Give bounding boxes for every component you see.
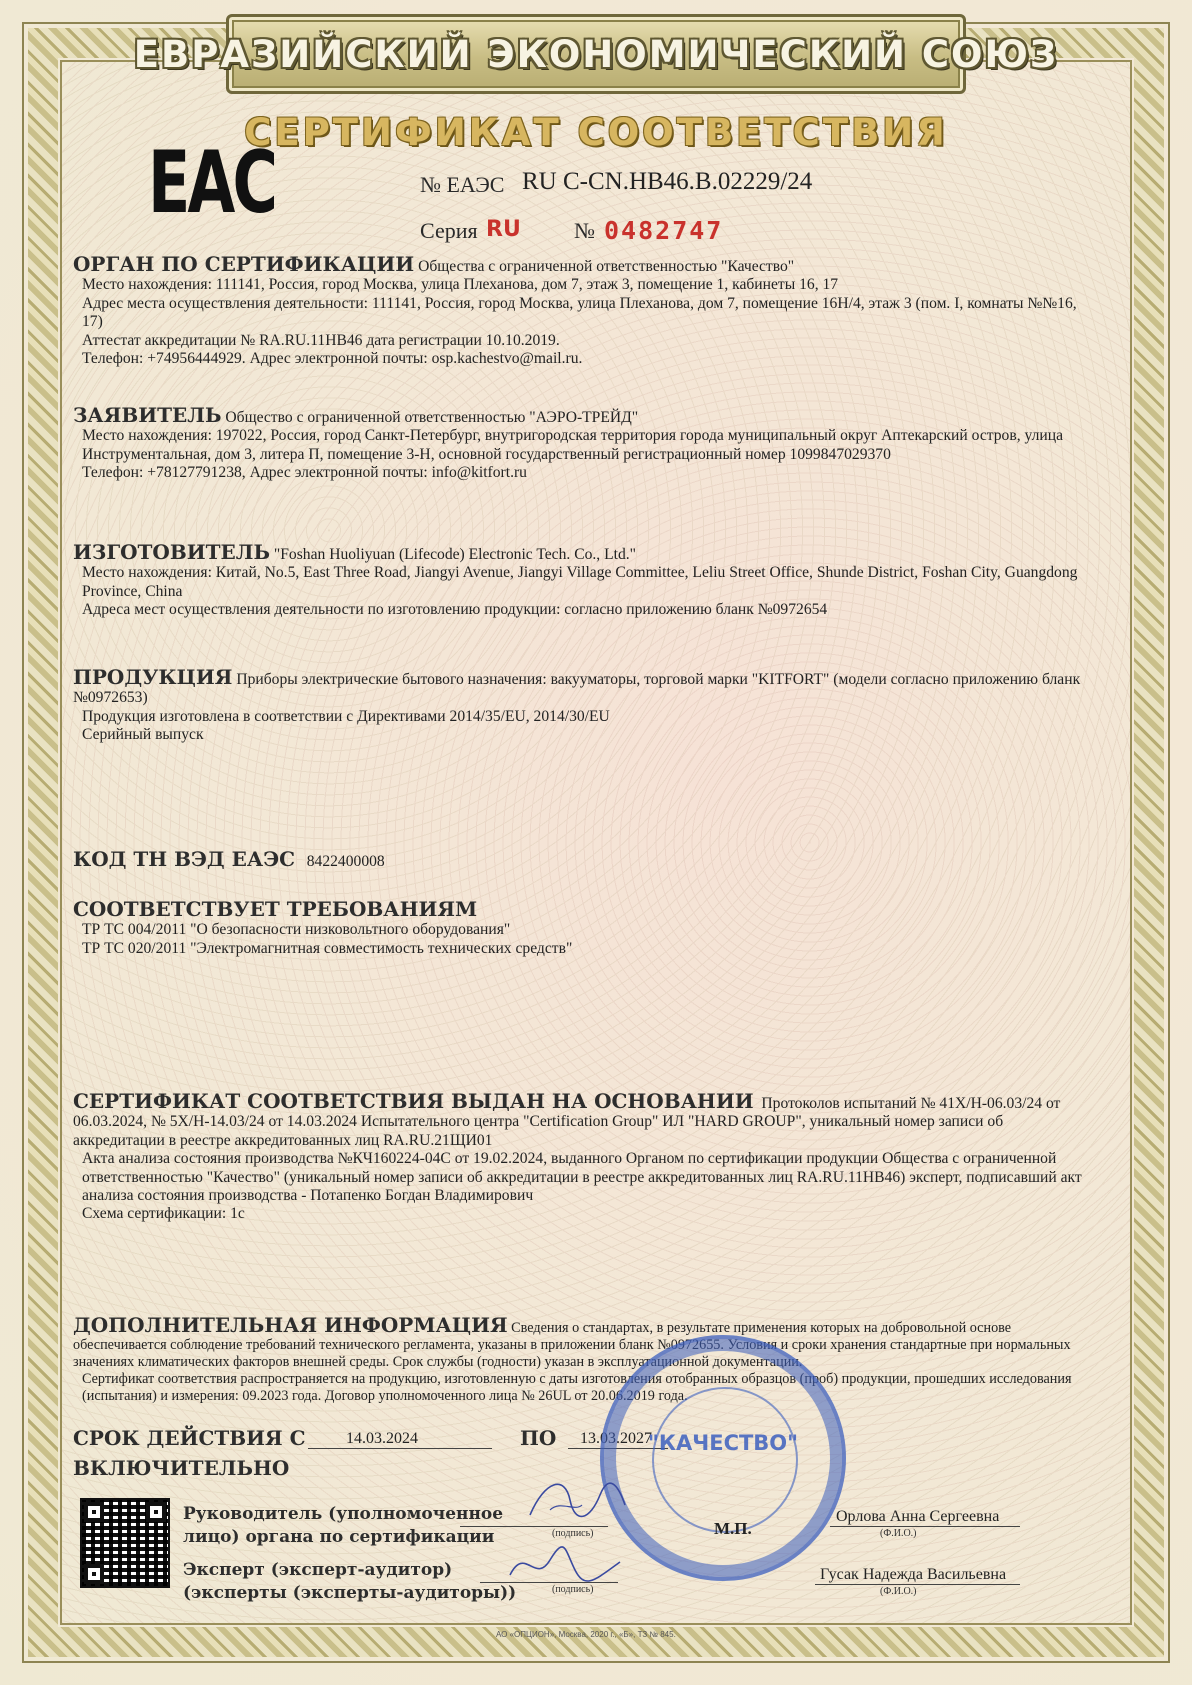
organ-line: Аттестат аккредитации № RA.RU.11НВ46 дата регистрации 10.10.2019. <box>82 331 560 349</box>
head-name-caption: (Ф.И.О.) <box>880 1528 917 1539</box>
additional-line: Сертификат соответствия распространяется на продукцию, изготовленную с даты изготовления отобранных образцов (проб) продукции, прошедших исследования (испытания) и измерения: 09.2023 года. Договор уполномоченного лица № 26UL от 20.06.2019 года. <box>82 1371 1072 1404</box>
section-manufacturer <box>73 540 1093 620</box>
additional-text: Сведения о стандартах, в результате применения которых на добровольной основе обеспечивается соблюдение требований технического регламента, указаны в приложении бланк №0972655. Условия и сроки хранения стандартные при нормальных значениях климатических факторов внешней среды. Срок службы (годности) указан в эксплуатационной документации. <box>73 1320 1071 1370</box>
validity-from-label: СРОК ДЕЙСТВИЯ С <box>73 1426 306 1450</box>
qr-finder <box>84 1502 104 1522</box>
manufacturer-line: Место нахождения: Китай, No.5, East Three Road, Jiangyi Avenue, Jiangyi Village Committee, Leliu Street Office, Shunde District, Foshan City, Guangdong Province, China <box>82 564 1078 600</box>
code-value: 8422400008 <box>306 853 385 870</box>
validity-inclusive-label: ВКЛЮЧИТЕЛЬНО <box>73 1456 290 1480</box>
section-code <box>73 847 1093 871</box>
validity-from-date: 14.03.2024 <box>346 1430 418 1447</box>
organ-name: Общества с ограниченной ответственностью "Качество" <box>418 258 795 275</box>
eaes-number-label: № ЕАЭС <box>420 172 505 197</box>
expert-label-line1: Эксперт (эксперт-аудитор) <box>183 1560 453 1580</box>
compliance-line: ТР ТС 020/2011 "Электромагнитная совместимость технических средств" <box>82 939 573 957</box>
expert-signature <box>505 1540 625 1590</box>
section-applicant <box>73 403 1093 483</box>
product-name: Приборы электрические бытового назначения: вакууматоры, торговой марки "KITFORT" (модели согласно приложению бланк №0972653) <box>73 671 1081 707</box>
validity-to-date: 13.03.2027 <box>580 1430 652 1447</box>
series-label: Серия <box>420 218 478 243</box>
applicant-line: Телефон: +78127791238, Адрес электронной почты: info@kitfort.ru <box>82 464 527 482</box>
organ-stamp <box>600 1335 846 1581</box>
eaes-number-value: RU С-CN.НВ46.В.02229/24 <box>522 168 813 195</box>
mp-label: М.П. <box>714 1519 752 1538</box>
organ-heading: ОРГАН ПО СЕРТИФИКАЦИИ <box>73 252 415 276</box>
manufacturer-name: "Foshan Huoliyuan (Lifecode) Electronic Tech. Co., Ltd." <box>273 546 637 563</box>
section-compliance <box>73 897 1093 958</box>
expert-label-line2: (эксперты (эксперты-аудиторы)) <box>183 1583 517 1603</box>
additional-heading: ДОПОЛНИТЕЛЬНАЯ ИНФОРМАЦИЯ <box>73 1313 508 1337</box>
compliance-heading: СООТВЕТСТВУЕТ ТРЕБОВАНИЯМ <box>73 897 478 921</box>
basis-line: Схема сертификации: 1с <box>82 1205 245 1223</box>
head-label-line2: лицо) органа по сертификации <box>183 1527 495 1547</box>
section-organ <box>73 252 1093 368</box>
series-value: RU <box>486 217 521 242</box>
qr-finder <box>146 1502 166 1522</box>
applicant-line: Место нахождения: 197022, Россия, город Санкт-Петербург, внутригородская территория города муниципальный округ Аптекарский остров, улица Инструментальная, дом 3, литера П, помещение 3-Н, основной государственный регистрационный номер 1099847029370 <box>82 427 1064 463</box>
expert-name-line <box>815 1584 1020 1585</box>
organ-line: Адрес места осуществления деятельности: 111141, Россия, город Москва, улица Плеханова, дом 7, помещение 16Н/4, этаж 3 (пом. I, комнаты №№16, 17) <box>82 294 1077 331</box>
blank-number: 0482747 <box>604 216 724 245</box>
basis-line: Акта анализа состояния производства №КЧ160224-04С от 19.02.2024, выданного Органом по сертификации продукции Общества с ограниченной ответственностью "Качество" (уникальный номер записи об аккредитации в реестре аккредитованных лиц RA.RU.11НВ46) эксперт, подписавший акт анализа состояния производства - Потапенко Богдан Владимирович <box>82 1150 1082 1205</box>
expert-name-caption: (Ф.И.О.) <box>880 1586 917 1597</box>
expert-name: Гусак Надежда Васильевна <box>820 1566 1007 1583</box>
head-name-line <box>830 1526 1020 1527</box>
section-product <box>73 665 1093 745</box>
applicant-name: Общество с ограниченной ответственностью "АЭРО-ТРЕЙД" <box>225 409 639 426</box>
section-basis <box>73 1089 1093 1224</box>
applicant-heading: ЗАЯВИТЕЛЬ <box>73 403 222 427</box>
expert-sign-caption: (подпись) <box>552 1584 594 1595</box>
product-line: Серийный выпуск <box>82 726 204 744</box>
manufacturer-heading: ИЗГОТОВИТЕЛЬ <box>73 540 270 564</box>
product-heading: ПРОДУКЦИЯ <box>73 665 233 689</box>
organ-line: Место нахождения: 111141, Россия, город Москва, улица Плеханова, дом 7, этаж 3, помещение 1, кабинеты 16, 17 <box>82 276 839 294</box>
stamp-text: "КАЧЕСТВО" <box>647 1431 799 1455</box>
head-signature <box>520 1470 630 1530</box>
code-heading: КОД ТН ВЭД ЕАЭС <box>73 847 296 871</box>
basis-heading: СЕРТИФИКАТ СООТВЕТСТВИЯ ВЫДАН НА ОСНОВАНИИ <box>73 1089 754 1113</box>
head-label-line1: Руководитель (уполномоченное <box>183 1504 504 1524</box>
blank-number-label: № <box>574 218 595 243</box>
printer-imprint: АО «ОПЦИОН», Москва, 2020 г., «Б», ТЗ № 845. <box>496 1630 676 1639</box>
certificate-title: СЕРТИФИКАТ СООТВЕТСТВИЯ <box>244 111 948 154</box>
basis-text: Протоколов испытаний № 41Х/Н-06.03/24 от 06.03.2024, № 5Х/Н-14.03/24 от 14.03.2024 Испытательного центра "Certification Group" ИЛ "HARD GROUP", уникальный номер записи об аккредитации в реестре аккредитованных лиц RA.RU.21ЩИ01 <box>73 1095 1061 1149</box>
eac-logo: ЕАС <box>148 133 276 233</box>
section-additional <box>73 1313 1093 1405</box>
stamp-inner-ring <box>652 1387 798 1533</box>
product-line: Продукция изготовлена в соответствии с Директивами 2014/35/EU, 2014/30/EU <box>82 707 610 725</box>
organ-line: Телефон: +74956444929. Адрес электронной почты: osp.kachestvo@mail.ru. <box>82 350 583 368</box>
union-banner <box>133 14 1059 94</box>
head-name: Орлова Анна Сергеевна <box>836 1508 1000 1525</box>
union-title: ЕВРАЗИЙСКИЙ ЭКОНОМИЧЕСКИЙ СОЮЗ <box>133 32 1059 76</box>
validity-to-label: ПО <box>520 1426 557 1450</box>
head-sign-caption: (подпись) <box>552 1528 594 1539</box>
compliance-line: ТР ТС 004/2011 "О безопасности низковольтного оборудования" <box>82 921 511 939</box>
qr-finder <box>84 1564 104 1584</box>
qr-code <box>80 1498 170 1588</box>
manufacturer-line: Адреса мест осуществления деятельности по изготовлению продукции: согласно приложению бланк №0972654 <box>82 601 828 619</box>
